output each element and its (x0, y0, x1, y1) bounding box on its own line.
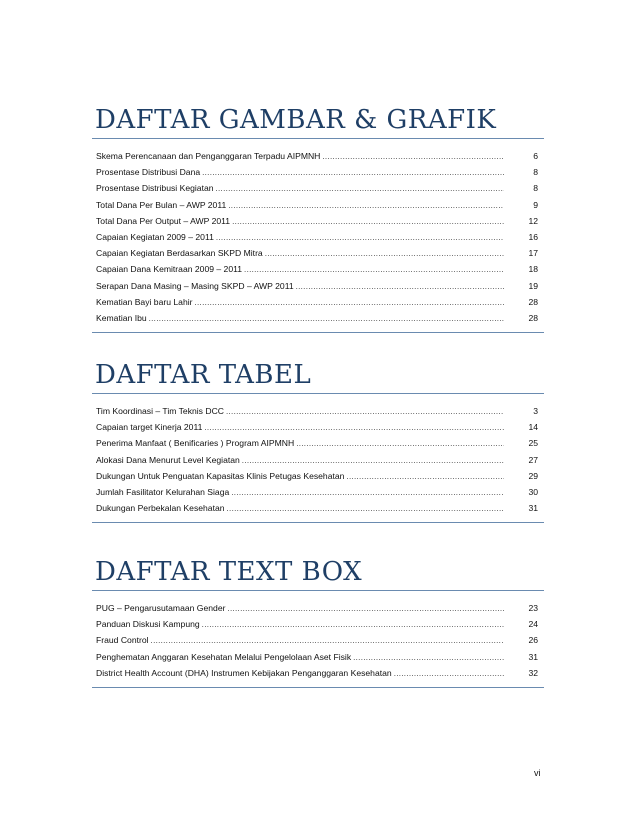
toc-entry-title: PUG – Pengarusutamaan Gender (96, 603, 226, 613)
toc-entry-title: Total Dana Per Output – AWP 2011 (96, 215, 231, 226)
toc-entry-title: Penerima Manfaat ( Benificaries ) Program AIPMNH (96, 438, 295, 449)
toc-entry-title: Skema Perencanaan dan Penganggaran Terpadu AIPMNH (96, 151, 321, 161)
toc-entry-title: District Health Account (DHA) Instrumen Kebijakan Penganggaran Kesehatan (96, 667, 392, 678)
section-end-rule (92, 332, 544, 333)
dot-leader (353, 650, 504, 666)
toc-entry[interactable] (92, 600, 544, 616)
section-daftar-text-box (92, 556, 544, 688)
toc-entry-page: 32 (528, 667, 538, 678)
toc-entry[interactable] (92, 403, 544, 419)
toc-entry-page: 6 (533, 151, 538, 161)
toc-entry-title: Total Dana Per Bulan – AWP 2011 (96, 199, 227, 210)
toc-entry[interactable] (92, 213, 544, 229)
toc-entry[interactable] (92, 278, 544, 294)
section-daftar-tabel (92, 359, 544, 523)
toc-entry[interactable] (92, 310, 544, 326)
toc-entry-title: Capaian Dana Kemitraan 2009 – 2011 (96, 264, 243, 275)
dot-leader (149, 311, 504, 327)
toc-entry-page: 16 (528, 231, 538, 242)
toc-entry-page: 8 (533, 183, 538, 194)
dot-leader (216, 230, 504, 246)
toc-entry-page: 14 (528, 422, 538, 433)
toc-entry-title: Kematian Ibu (96, 312, 147, 323)
toc-entry-page: 17 (528, 248, 538, 259)
toc-entry-title: Capaian Kegiatan Berdasarkan SKPD Mitra (96, 248, 263, 259)
dot-leader (202, 617, 504, 633)
toc-entry[interactable] (92, 180, 544, 196)
toc-entry[interactable] (92, 468, 544, 484)
dot-leader (227, 501, 504, 517)
toc-entry[interactable] (92, 419, 544, 435)
toc-entry-page: 28 (528, 312, 538, 323)
dot-leader (216, 181, 504, 197)
toc-entry[interactable] (92, 294, 544, 310)
page-number: vi (534, 768, 541, 778)
toc-entry-page: 19 (528, 280, 538, 291)
toc-entry[interactable] (92, 616, 544, 632)
toc-entry[interactable] (92, 245, 544, 261)
entry-list (92, 139, 544, 326)
toc-entry[interactable] (92, 500, 544, 516)
toc-entry-title: Dukungan Untuk Penguatan Kapasitas Klinis Petugas Kesehatan (96, 470, 345, 481)
toc-entry-title: Prosentase Distribusi Dana (96, 167, 201, 178)
toc-entry-page: 23 (528, 603, 538, 613)
toc-entry-title: Capaian target Kinerja 2011 (96, 422, 203, 433)
toc-entry-page: 31 (528, 503, 538, 514)
dot-leader (226, 404, 504, 420)
dot-leader (228, 198, 504, 214)
section-heading: DAFTAR TABEL (95, 360, 312, 390)
toc-entry[interactable] (92, 229, 544, 245)
section-heading: DAFTAR TEXT BOX (95, 557, 363, 587)
toc-entry-page: 25 (528, 438, 538, 449)
toc-entry-page: 30 (528, 486, 538, 497)
entry-list (92, 394, 544, 516)
section-end-rule (92, 687, 544, 688)
dot-leader (231, 485, 504, 501)
dot-leader (204, 420, 504, 436)
toc-entry-title: Alokasi Dana Menurut Level Kegiatan (96, 454, 240, 465)
toc-entry[interactable] (92, 435, 544, 451)
toc-entry-title: Jumlah Fasilitator Kelurahan Siaga (96, 486, 230, 497)
toc-entry-page: 3 (533, 406, 538, 416)
toc-entry-title: Fraud Control (96, 635, 149, 646)
dot-leader (244, 262, 504, 278)
dot-leader (195, 295, 505, 311)
toc-entry[interactable] (92, 484, 544, 500)
toc-entry-title: Capaian Kegiatan 2009 – 2011 (96, 231, 214, 242)
toc-entry-title: Serapan Dana Masing – Masing SKPD – AWP 2011 (96, 280, 294, 291)
toc-entry-page: 28 (528, 296, 538, 307)
toc-entry-page: 8 (533, 167, 538, 178)
dot-leader (322, 149, 504, 165)
entry-list (92, 591, 544, 681)
section-end-rule (92, 522, 544, 523)
dot-leader (265, 246, 504, 262)
dot-leader (394, 666, 504, 682)
dot-leader (151, 633, 504, 649)
toc-entry[interactable] (92, 649, 544, 665)
toc-entry[interactable] (92, 261, 544, 277)
dot-leader (346, 469, 504, 485)
toc-entry[interactable] (92, 632, 544, 648)
toc-entry[interactable] (92, 452, 544, 468)
toc-entry-title: Kematian Bayi baru Lahir (96, 296, 193, 307)
toc-entry[interactable] (92, 665, 544, 681)
toc-entry[interactable] (92, 197, 544, 213)
section-heading: DAFTAR GAMBAR & GRAFIK (95, 105, 497, 135)
toc-entry-title: Tim Koordinasi – Tim Teknis DCC (96, 406, 224, 416)
toc-entry-page: 9 (533, 199, 538, 210)
dot-leader (232, 214, 504, 230)
toc-entry-page: 29 (528, 470, 538, 481)
section-daftar-gambar (92, 104, 544, 333)
dot-leader (242, 453, 504, 469)
toc-entry-page: 26 (528, 635, 538, 646)
dot-leader (227, 601, 504, 617)
toc-entry-page: 31 (528, 651, 538, 662)
toc-entry[interactable] (92, 164, 544, 180)
toc-entry-page: 27 (528, 454, 538, 465)
dot-leader (202, 165, 504, 181)
toc-entry-title: Prosentase Distribusi Kegiatan (96, 183, 214, 194)
toc-entry-page: 24 (528, 619, 538, 630)
toc-entry[interactable] (92, 148, 544, 164)
toc-entry-page: 18 (528, 264, 538, 275)
toc-entry-page: 12 (528, 215, 538, 226)
toc-entry-title: Dukungan Perbekalan Kesehatan (96, 503, 225, 514)
dot-leader (296, 436, 504, 452)
dot-leader (296, 279, 504, 295)
toc-entry-title: Penghematan Anggaran Kesehatan Melalui Pengelolaan Aset Fisik (96, 651, 352, 662)
toc-entry-title: Panduan Diskusi Kampung (96, 619, 200, 630)
